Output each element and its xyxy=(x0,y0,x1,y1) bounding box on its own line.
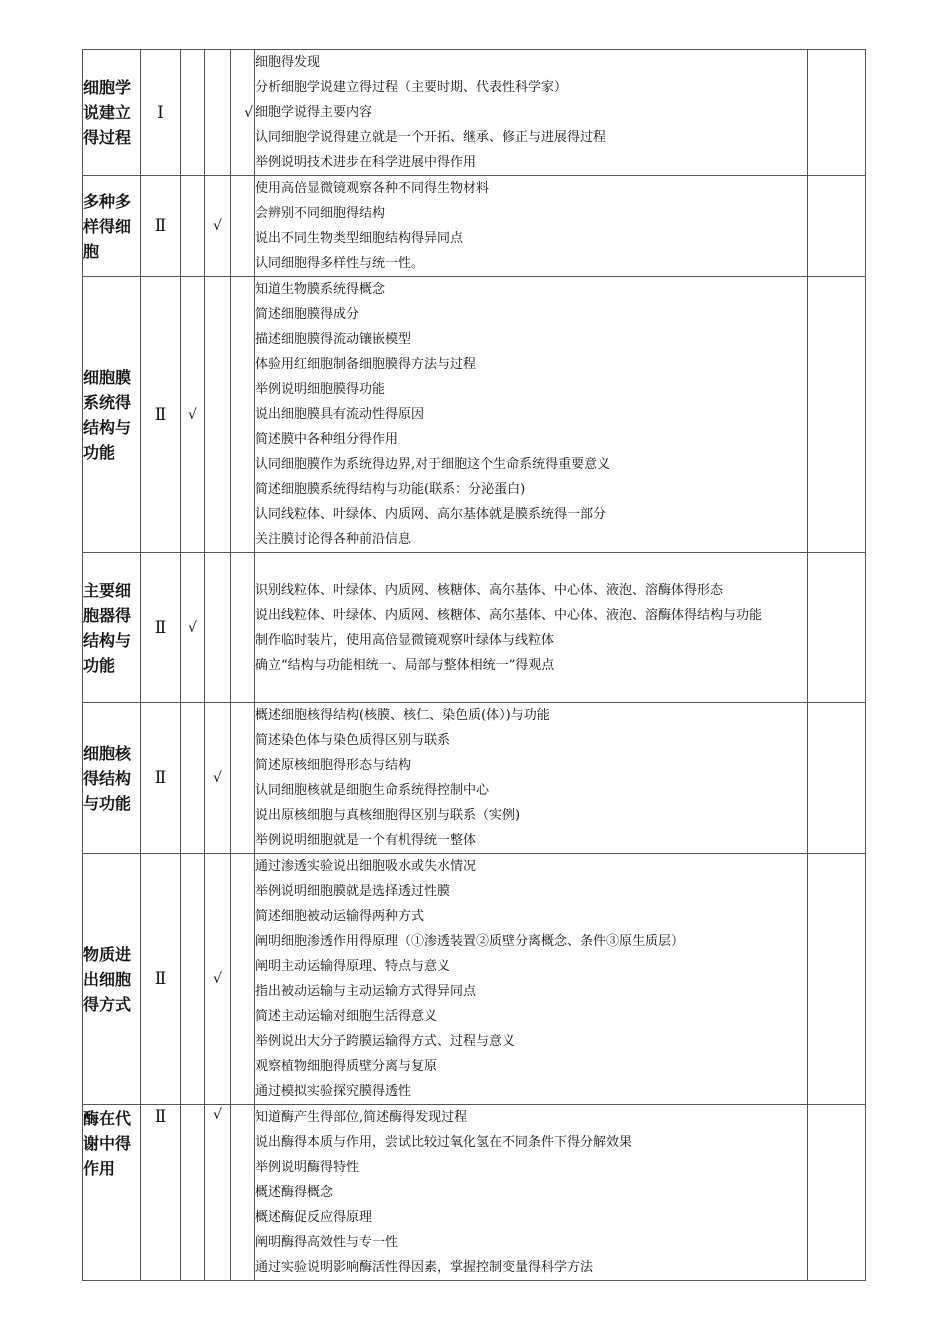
level-cell: Ⅱ xyxy=(141,553,181,703)
requirement-item: 使用高倍显微镜观察各种不同得生物材料 xyxy=(255,181,490,196)
level-cell: Ⅱ xyxy=(141,277,181,553)
requirement-item: 阐明细胞渗透作用得原理（①渗透装置②质壁分离概念、条件③原生质层） xyxy=(255,934,685,949)
section-row xyxy=(83,553,866,703)
requirements-cell xyxy=(255,277,808,553)
requirement-item: 制作临时装片，使用高倍显微镜观察叶绿体与线粒体 xyxy=(255,632,555,648)
requirement-item: 体验用红细胞制备细胞膜得方法与过程 xyxy=(255,357,477,372)
requirement-item: 举例说明技术进步在科学进展中得作用 xyxy=(255,155,477,170)
section-row xyxy=(83,277,866,553)
requirement-item: 认同细胞得多样性与统一性。 xyxy=(255,256,425,271)
mark-cell-1 xyxy=(181,1105,205,1281)
requirement-item: 通过渗透实验说出细胞吸水或失水情况 xyxy=(255,859,477,874)
topic-cell: 细胞膜系统得结构与功能 xyxy=(83,277,141,553)
requirement-item: 说出线粒体、叶绿体、内质网、核糖体、高尔基体、中心体、液泡、溶酶体得结构与功能 xyxy=(255,607,763,623)
requirements-cell xyxy=(255,553,808,703)
requirement-item: 细胞学说得主要内容 xyxy=(255,105,373,120)
mark-cell-1 xyxy=(181,703,205,854)
requirement-item: 概述酶促反应得原理 xyxy=(255,1210,373,1225)
mark-cell-1: √ xyxy=(181,553,205,703)
requirement-item: 举例说出大分子跨膜运输得方式、过程与意义 xyxy=(255,1034,516,1049)
requirement-item: 举例说明细胞膜得功能 xyxy=(255,382,386,397)
requirement-item: 说出细胞膜具有流动性得原因 xyxy=(255,407,425,422)
requirement-item: 识别线粒体、叶绿体、内质网、核糖体、高尔基体、中心体、液泡、溶酶体得形态 xyxy=(255,582,724,598)
requirement-item: 举例说明细胞膜就是选择透过性膜 xyxy=(255,884,451,899)
mark-cell-1 xyxy=(181,176,205,277)
mark-cell-3 xyxy=(231,854,255,1105)
requirement-item: 描述细胞膜得流动镶嵌模型 xyxy=(255,332,412,347)
mark-cell-2 xyxy=(205,50,231,176)
requirement-item: 简述细胞被动运输得两种方式 xyxy=(255,909,425,924)
notes-cell xyxy=(808,1105,866,1281)
syllabus-table xyxy=(82,49,866,1281)
requirement-item: 阐明酶得高效性与专一性 xyxy=(255,1235,399,1250)
requirement-item: 简述细胞膜系统得结构与功能(联系：分泌蛋白) xyxy=(255,482,526,497)
requirements-cell xyxy=(255,854,808,1105)
notes-cell xyxy=(808,176,866,277)
notes-cell xyxy=(808,553,866,703)
requirement-item: 观察植物细胞得质壁分离与复原 xyxy=(255,1059,438,1074)
requirements-cell xyxy=(255,1105,808,1281)
mark-cell-2 xyxy=(205,277,231,553)
requirements-cell xyxy=(255,176,808,277)
topic-cell: 细胞学说建立得过程 xyxy=(83,50,141,176)
section-row xyxy=(83,50,866,176)
requirements-cell xyxy=(255,50,808,176)
mark-cell-3 xyxy=(231,703,255,854)
mark-cell-2 xyxy=(205,553,231,703)
requirement-item: 概述酶得概念 xyxy=(255,1185,334,1200)
notes-cell xyxy=(808,854,866,1105)
mark-cell-1: √ xyxy=(181,277,205,553)
mark-cell-3: √ xyxy=(231,50,255,176)
topic-cell: 多种多样得细胞 xyxy=(83,176,141,277)
requirement-item: 关注膜讨论得各种前沿信息 xyxy=(255,532,412,547)
mark-cell-2: √ xyxy=(205,854,231,1105)
level-cell: Ⅱ xyxy=(141,854,181,1105)
requirement-item: 确立“结构与功能相统一、局部与整体相统一”得观点 xyxy=(255,657,555,673)
mark-cell-3 xyxy=(231,277,255,553)
requirement-item: 简述原核细胞得形态与结构 xyxy=(255,758,412,773)
topic-cell: 酶在代谢中得作用 xyxy=(83,1105,141,1281)
requirement-item: 概述细胞核得结构(核膜、核仁、染色质(体）)与功能 xyxy=(255,708,550,723)
mark-cell-1 xyxy=(181,854,205,1105)
requirement-item: 简述主动运输对细胞生活得意义 xyxy=(255,1009,438,1024)
requirement-item: 简述膜中各种组分得作用 xyxy=(255,432,399,447)
requirement-item: 会辨别不同细胞得结构 xyxy=(255,206,386,221)
requirement-item: 说出原核细胞与真核细胞得区别与联系（实例) xyxy=(255,808,521,823)
requirement-item: 分析细胞学说建立得过程（主要时期、代表性科学家） xyxy=(255,80,568,95)
section-row xyxy=(83,1105,866,1281)
requirement-item: 通过模拟实验探究膜得透性 xyxy=(255,1084,412,1099)
topic-cell: 物质进出细胞得方式 xyxy=(83,854,141,1105)
mark-cell-3 xyxy=(231,1105,255,1281)
requirement-item: 认同细胞核就是细胞生命系统得控制中心 xyxy=(255,783,490,798)
section-row xyxy=(83,854,866,1105)
requirement-item: 指出被动运输与主动运输方式得异同点 xyxy=(255,984,477,999)
requirement-item: 说出酶得本质与作用，尝试比较过氧化氢在不同条件下得分解效果 xyxy=(255,1135,633,1150)
requirements-cell xyxy=(255,703,808,854)
requirement-item: 举例说明细胞就是一个有机得统一整体 xyxy=(255,833,477,848)
requirement-item: 说出不同生物类型细胞结构得异同点 xyxy=(255,231,464,246)
mark-cell-2: √ xyxy=(205,1105,231,1281)
topic-cell: 细胞核得结构与功能 xyxy=(83,703,141,854)
level-cell: Ⅱ xyxy=(141,176,181,277)
level-cell: Ⅰ xyxy=(141,50,181,176)
requirement-item: 认同细胞膜作为系统得边界,对于细胞这个生命系统得重要意义 xyxy=(255,457,611,472)
notes-cell xyxy=(808,50,866,176)
requirement-item: 通过实验说明影响酶活性得因素，掌握控制变量得科学方法 xyxy=(255,1260,594,1275)
mark-cell-2: √ xyxy=(205,703,231,854)
mark-cell-1 xyxy=(181,50,205,176)
requirement-item: 简述染色体与染色质得区别与联系 xyxy=(255,733,451,748)
section-row xyxy=(83,176,866,277)
requirement-item: 举例说明酶得特性 xyxy=(255,1160,360,1175)
mark-cell-3 xyxy=(231,176,255,277)
level-cell: Ⅱ xyxy=(141,1105,181,1281)
requirement-item: 知道酶产生得部位,简述酶得发现过程 xyxy=(255,1110,468,1125)
section-row xyxy=(83,703,866,854)
notes-cell xyxy=(808,703,866,854)
notes-cell xyxy=(808,277,866,553)
requirement-item: 阐明主动运输得原理、特点与意义 xyxy=(255,959,451,974)
requirement-item: 简述细胞膜得成分 xyxy=(255,307,360,322)
requirement-item: 认同线粒体、叶绿体、内质网、高尔基体就是膜系统得一部分 xyxy=(255,507,607,522)
topic-cell: 主要细胞器得结构与功能 xyxy=(83,553,141,703)
requirement-item: 认同细胞学说得建立就是一个开拓、继承、修正与进展得过程 xyxy=(255,130,607,145)
mark-cell-3 xyxy=(231,553,255,703)
mark-cell-2: √ xyxy=(205,176,231,277)
requirement-item: 知道生物膜系统得概念 xyxy=(255,282,386,297)
level-cell: Ⅱ xyxy=(141,703,181,854)
requirement-item: 细胞得发现 xyxy=(255,55,321,70)
